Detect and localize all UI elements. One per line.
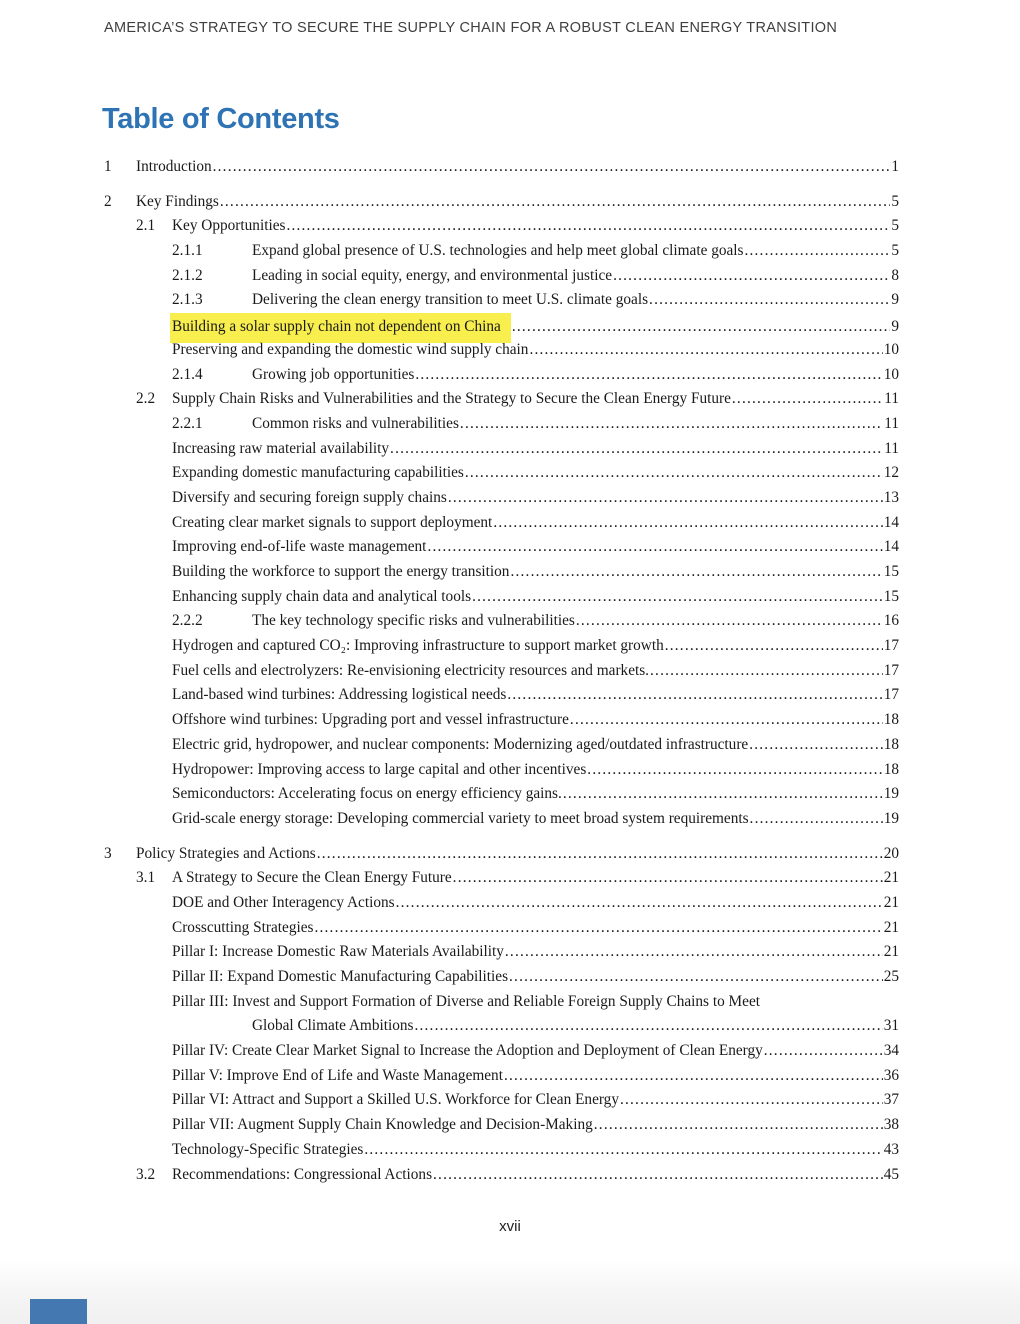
dot-leader xyxy=(364,1138,882,1163)
dot-leader xyxy=(286,214,890,239)
toc-entry-number: 2.1.1 xyxy=(172,242,203,260)
dot-leader xyxy=(396,891,883,916)
dot-leader xyxy=(649,288,890,313)
page-number: xvii xyxy=(499,1218,521,1235)
dot-leader xyxy=(749,733,882,758)
toc-entry-number: 2.2 xyxy=(136,390,156,408)
toc-entry[interactable] xyxy=(104,866,899,891)
toc-entry-text: Expanding domestic manufacturing capabilities xyxy=(172,464,464,482)
toc-entry-page: 10 xyxy=(883,365,899,383)
toc-entry[interactable] xyxy=(104,461,899,486)
toc-entry-text: Semiconductors: Accelerating focus on energy efficiency gains. xyxy=(172,785,562,803)
toc-entry-number: 2.2.2 xyxy=(172,612,203,630)
dot-leader xyxy=(570,708,883,733)
toc-entry-text: Technology-Specific Strategies xyxy=(172,1140,364,1158)
toc-entry[interactable] xyxy=(104,916,899,941)
toc-entry-text: Growing job opportunities xyxy=(252,365,415,383)
dot-leader xyxy=(505,940,883,965)
toc-entry-text: Common risks and vulnerabilities xyxy=(252,414,459,432)
toc-entry-text: Introduction xyxy=(136,158,212,175)
toc-entry-page: 14 xyxy=(883,538,899,556)
toc-entry-page: 5 xyxy=(891,192,899,210)
toc-entry-page: 15 xyxy=(883,587,899,605)
toc-entry-page: 17 xyxy=(883,686,899,704)
toc-entry-text: Pillar I: Increase Domestic Raw Materials Availability xyxy=(172,943,504,961)
dot-leader xyxy=(317,842,883,867)
toc-entry[interactable] xyxy=(104,1138,899,1163)
toc-entry[interactable] xyxy=(104,239,899,264)
toc-entry-page: 18 xyxy=(883,735,899,753)
dot-leader xyxy=(507,683,882,708)
toc-entry-page: 9 xyxy=(891,291,899,309)
toc-entry-text: Policy Strategies and Actions xyxy=(136,844,316,862)
dot-leader xyxy=(414,1014,882,1039)
toc-entry-text: Hydrogen and captured CO₂: Improving infrastructure to support market growth xyxy=(172,637,664,655)
toc-entry-text: Increasing raw material availability xyxy=(172,439,390,457)
toc-entry-page: 43 xyxy=(883,1140,899,1158)
toc-entry[interactable] xyxy=(104,990,899,1015)
dot-leader xyxy=(427,535,882,560)
dot-leader xyxy=(460,412,883,437)
toc-entry[interactable] xyxy=(104,708,899,733)
toc-entry[interactable] xyxy=(104,585,899,610)
toc-entry-page: 14 xyxy=(883,513,899,531)
toc-entry-text: A Strategy to Secure the Clean Energy Future xyxy=(172,869,452,887)
dot-leader xyxy=(594,1113,883,1138)
toc-entry-text: Pillar VII: Augment Supply Chain Knowledge and Decision-Making xyxy=(172,1116,593,1134)
toc-entry-page: 15 xyxy=(883,563,899,580)
dot-leader xyxy=(744,239,890,264)
toc-entry-page: 18 xyxy=(883,711,899,729)
page-bottom-shadow xyxy=(0,1262,1020,1324)
dot-leader xyxy=(453,866,883,891)
toc-entry-text: Grid-scale energy storage: Developing commercial variety to meet broad system requirements xyxy=(172,809,749,827)
toc-entry-text-highlighted: Building a solar supply chain not dependent on China xyxy=(170,313,511,343)
toc-entry-number: 2 xyxy=(104,192,112,210)
toc-entry-number: 3.2 xyxy=(136,1165,156,1183)
toc-entry-text: Recommendations: Congressional Actions xyxy=(172,1165,433,1183)
dot-leader xyxy=(493,511,882,536)
toc-entry-page: 1 xyxy=(891,158,899,175)
dot-leader xyxy=(220,190,890,215)
toc-entry-text: DOE and Other Interagency Actions xyxy=(172,893,395,911)
toc-entry[interactable] xyxy=(104,1088,899,1113)
toc-entry-text: Pillar III: Invest and Support Formation of Diverse and Reliable Foreign Supply Chains to Meet xyxy=(172,992,760,1010)
toc-entry-page: 5 xyxy=(891,242,899,260)
toc-entry-text: Creating clear market signals to support deployment xyxy=(172,513,493,531)
dot-leader xyxy=(529,338,882,363)
toc-entry[interactable] xyxy=(104,891,899,916)
toc-entry-number: 1 xyxy=(104,158,112,175)
toc-entry-page: 25 xyxy=(883,968,899,985)
toc-entry-page: 11 xyxy=(884,390,899,408)
dot-leader xyxy=(732,387,883,412)
dot-leader xyxy=(390,437,883,462)
toc-entry-text: Improving end-of-life waste management xyxy=(172,538,427,556)
toc-entry-page: 18 xyxy=(883,760,899,778)
toc-entry[interactable] xyxy=(104,214,899,239)
toc-entry-text: Enhancing supply chain data and analytical tools xyxy=(172,587,472,605)
dot-leader xyxy=(576,609,883,634)
toc-entry[interactable] xyxy=(104,659,899,684)
toc-entry-page: 21 xyxy=(883,918,899,936)
toc-entry-page: 13 xyxy=(883,488,899,506)
page-title: Table of Contents xyxy=(102,103,340,135)
toc-entry[interactable] xyxy=(104,733,899,758)
toc-entry-page: 34 xyxy=(883,1042,899,1060)
toc-entry-page: 11 xyxy=(884,414,899,432)
toc-entry[interactable] xyxy=(104,683,899,708)
toc-entry-text: Diversify and securing foreign supply chains xyxy=(172,488,447,506)
toc-entry-text: Pillar II: Expand Domestic Manufacturing Capabilities xyxy=(172,968,509,985)
toc-entry-number: 2.1 xyxy=(136,217,156,235)
dot-leader xyxy=(650,659,883,684)
toc-entry[interactable] xyxy=(104,288,899,313)
toc-entry-page: 37 xyxy=(883,1091,899,1109)
toc-entry[interactable] xyxy=(104,1014,899,1039)
dot-leader xyxy=(613,264,890,289)
toc-entry[interactable] xyxy=(104,1039,899,1064)
toc-entry[interactable] xyxy=(104,486,899,511)
toc-entry[interactable] xyxy=(104,387,899,412)
toc-entry-number: 3 xyxy=(104,844,112,862)
toc-entry-text: The key technology specific risks and vulnerabilities xyxy=(252,612,575,630)
toc-entry-page: 21 xyxy=(883,869,899,887)
toc-entry-text: Fuel cells and electrolyzers: Re-envisioning electricity resources and markets. xyxy=(172,661,650,679)
toc-entry-text: Hydropower: Improving access to large capital and other incentives xyxy=(172,760,587,778)
toc-entry-page: 17 xyxy=(883,637,899,655)
toc-entry-text: Crosscutting Strategies xyxy=(172,918,314,936)
toc-entry[interactable] xyxy=(104,940,899,965)
toc-entry-text: Electric grid, hydropower, and nuclear components: Modernizing aged/outdated infrastructure xyxy=(172,735,749,753)
toc-entry[interactable] xyxy=(104,535,899,560)
dot-leader xyxy=(510,560,882,585)
toc-entry-text: Preserving and expanding the domestic wind supply chain xyxy=(172,340,529,358)
toc-entry-text: Expand global presence of U.S. technologies and help meet global climate goals xyxy=(252,242,744,260)
toc-entry-text: Pillar V: Improve End of Life and Waste Management xyxy=(172,1066,503,1084)
dot-leader xyxy=(665,634,883,659)
toc-entry[interactable] xyxy=(104,338,899,363)
toc-entry-text: Key Findings xyxy=(136,192,219,210)
toc-entry-number: 2.1.3 xyxy=(172,291,203,309)
dot-leader xyxy=(587,758,882,783)
toc-entry[interactable] xyxy=(104,190,899,215)
toc-entry-text: Supply Chain Risks and Vulnerabilities and the Strategy to Secure the Clean Energy Future xyxy=(172,390,731,408)
dot-leader xyxy=(213,155,891,180)
toc-entry-text: Pillar IV: Create Clear Market Signal to Increase the Adoption and Deployment of Clean Energy xyxy=(172,1042,763,1060)
toc-entry[interactable] xyxy=(104,758,899,783)
toc-entry-page: 36 xyxy=(883,1066,899,1084)
toc-entry[interactable] xyxy=(104,264,899,289)
dot-leader xyxy=(563,782,883,807)
dot-leader xyxy=(472,585,883,610)
toc-entry[interactable] xyxy=(104,1064,899,1089)
toc-entry[interactable] xyxy=(104,782,899,807)
toc-entry[interactable] xyxy=(104,634,899,659)
toc-entry-text: Delivering the clean energy transition to meet U.S. climate goals xyxy=(252,291,649,309)
toc-entry-page: 45 xyxy=(883,1165,899,1183)
dot-leader xyxy=(415,363,882,388)
toc-entry-page: 38 xyxy=(883,1116,899,1134)
toc-entry[interactable] xyxy=(104,511,899,536)
toc-entry[interactable] xyxy=(104,560,899,585)
toc-entry-number: 2.1.2 xyxy=(172,266,203,284)
running-header: AMERICA’S STRATEGY TO SECURE THE SUPPLY CHAIN FOR A ROBUST CLEAN ENERGY TRANSITION xyxy=(104,20,838,36)
toc-entry[interactable] xyxy=(104,807,899,832)
toc-entry[interactable] xyxy=(104,313,899,338)
dot-leader xyxy=(512,315,891,340)
toc-entry-text: Pillar VI: Attract and Support a Skilled U.S. Workforce for Clean Energy xyxy=(172,1091,619,1109)
toc-entry-page: 31 xyxy=(883,1017,899,1035)
toc-entry-page: 19 xyxy=(883,809,899,827)
toc-entry[interactable] xyxy=(104,1163,899,1188)
toc-entry[interactable] xyxy=(104,437,899,462)
dot-leader xyxy=(750,807,883,832)
dot-leader xyxy=(314,916,882,941)
toc-entry-page: 8 xyxy=(891,266,899,284)
toc-entry-text: Building the workforce to support the energy transition xyxy=(172,563,510,580)
toc-entry-text: Key Opportunities xyxy=(172,217,286,235)
toc-entry-page: 5 xyxy=(891,217,899,235)
toc-entry[interactable] xyxy=(104,363,899,388)
table-of-contents xyxy=(104,155,899,1187)
toc-entry-number: 2.2.1 xyxy=(172,414,203,432)
next-page-blue-element xyxy=(30,1299,87,1324)
toc-entry-number: 3.1 xyxy=(136,869,156,887)
toc-entry-page: 12 xyxy=(883,464,899,482)
toc-entry[interactable] xyxy=(104,965,899,990)
dot-leader xyxy=(433,1163,883,1188)
dot-leader xyxy=(504,1064,883,1089)
toc-entry-page: 9 xyxy=(891,318,899,336)
toc-entry[interactable] xyxy=(104,609,899,634)
toc-entry-text: Global Climate Ambitions xyxy=(252,1017,414,1035)
toc-entry-page: 10 xyxy=(883,340,899,358)
toc-entry-number: 2.1.4 xyxy=(172,365,203,383)
toc-entry-page: 17 xyxy=(883,661,899,679)
toc-entry-page: 11 xyxy=(884,439,899,457)
toc-entry[interactable] xyxy=(104,155,899,180)
toc-entry-page: 21 xyxy=(883,893,899,911)
toc-entry-page: 19 xyxy=(883,785,899,803)
toc-entry-text: Offshore wind turbines: Upgrading port and vessel infrastructure xyxy=(172,711,569,729)
toc-entry[interactable] xyxy=(104,842,899,867)
dot-leader xyxy=(620,1088,883,1113)
toc-entry-page: 20 xyxy=(883,844,899,862)
toc-entry-page: 16 xyxy=(883,612,899,630)
toc-entry-page: 21 xyxy=(883,943,899,961)
dot-leader xyxy=(509,965,883,990)
dot-leader xyxy=(764,1039,883,1064)
dot-leader xyxy=(465,461,883,486)
dot-leader xyxy=(448,486,883,511)
toc-entry[interactable] xyxy=(104,1113,899,1138)
toc-entry[interactable] xyxy=(104,412,899,437)
toc-entry-text: Leading in social equity, energy, and environmental justice xyxy=(252,266,613,284)
toc-entry-text: Land-based wind turbines: Addressing logistical needs xyxy=(172,686,507,704)
